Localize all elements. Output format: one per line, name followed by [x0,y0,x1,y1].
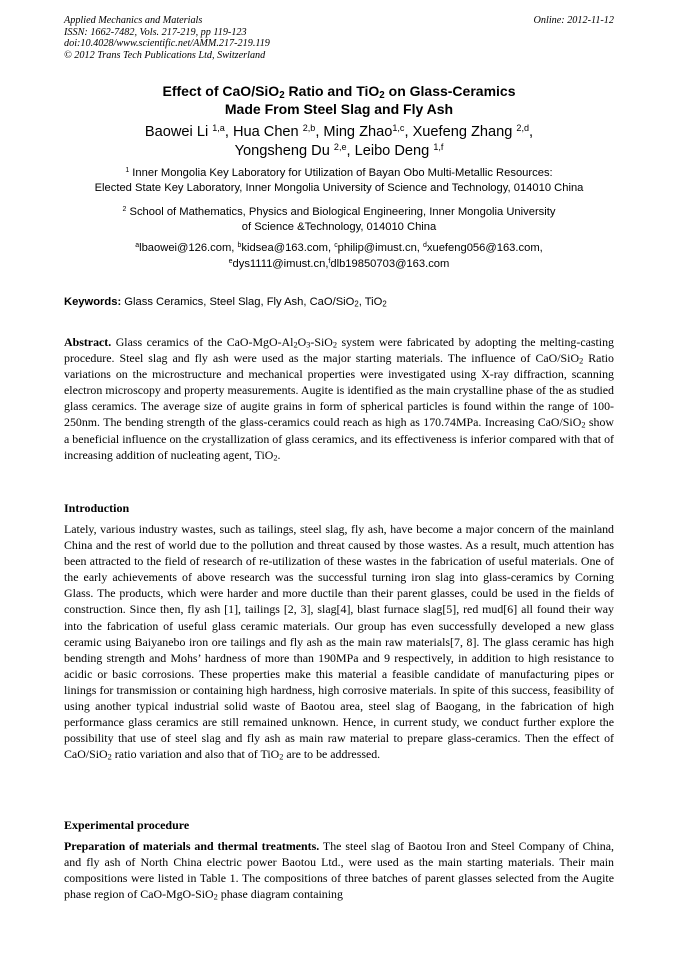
author: Hua Chen $^{2,b}$, [232,123,324,140]
email-line-1 [64,240,614,256]
title-line-1: Effect of CaO/SiO$_2$ Ratio and TiO$_2$ on Glass-Ceramics [162,83,516,101]
author-list [64,123,614,161]
author: Ming Zhao$^{1,c}$, [323,123,413,140]
subsection-lead: Preparation of materials and thermal treatments. [64,839,320,853]
introduction-heading: Introduction [64,501,130,515]
email-line-2 [64,256,614,272]
keywords-label: Keywords: [64,296,122,308]
author: Xuefeng Zhang $^{2,d}$, [412,123,534,140]
affiliation-2: $^2$ School of Mathematics, Physics and Biological Engineering, Inner Mongolia University of Science &Technology, 014010 China [122,206,556,233]
keywords: Keywords: Glass Ceramics, Steel Slag, Fly Ash, CaO/SiO$_2$, TiO$_2$ [64,296,387,309]
online-date: Online: 2012-11-12 [533,15,614,26]
author-line-1 [64,123,614,142]
email: $^a$lbaowei@126.com, [135,242,238,254]
journal-header [64,15,270,61]
experimental-body: Preparation of materials and thermal treatments. The steel slag of Baotou Iron and Steel Company of China, and fly ash of North China electric power Baotou Ltd., were used as the main starting materials. Their main compositions were listed in Table 1. The compositions of three batches of parent glasses selected from the Augite phase region of CaO-MgO-SiO$_2$ phase diagram containing [64,839,614,902]
author: Baowei Li $^{1,a}$, [144,123,233,140]
introduction-body: Lately, various industry wastes, such as tailings, steel slag, fly ash, have become a major concern of the mainland China and the rest of world due to the pollution and threat caused by those wastes. As a result, much attention has been attracted to the field of research of re-utilization of these wastes in the fabrication of useful materials. One of the early achievements of above research was the successful turning iron slag into glass-ceramics by Corning Glass. The products, which were harder and more ductile than their parent glasses, could be used in the fields of construction. Since then, fly ash [1], tailings [2, 3], slag[4], blast furnace slag[5], red mud[6] all found their way into the fabrication of useful glass ceramic materials. Our group has even successfully developed a new glass ceramic using Baiyanebo iron ore tailings and fly ash as the main raw materials[7, 8]. The glass ceramic has high bending strength and Mohs’ hardness of more than 190MPa and 9 respectively, in addition to high resistance to acidic or basic corrosions. These properties make this material a feasible candidate of manufacturing pipes or linings for transmission or containing high hardness, high corrosive materials. In spite of this success, feasibility of using another typical industrial solid waste of Baotou area, steel slag of Baogang, in the fabrication of high performance glass ceramics are still remained unknown. Hence, in current study, we conduct further explore the possibility that use of steel slag and fly ash as main raw material to prepare glass-ceramics. Then the effect of CaO/SiO$_2$ ratio variation and also that of TiO$_2$ are to be addressed. [64,522,614,762]
email: $^f$dlb19850703@163.com [328,258,450,270]
email: $^e$dys1111@imust.cn, [228,258,329,270]
author-line-2 [64,142,614,161]
email: $^d$xuefeng056@163.com, [423,242,543,254]
paper-title [64,82,614,118]
email-list [64,240,614,272]
email: $^c$philip@imust.cn, [334,242,424,254]
title-line-2: Made From Steel Slag and Fly Ash [224,101,454,117]
abstract: Abstract. Glass ceramics of the CaO-$MgO-Al_2O_3-SiO_2$ system were fabricated by adopting the melting-casting procedure. Steel slag and fly ash were used as the major starting materials. The influence of CaO/SiO$_2$ Ratio variations on the microstructure and mechanical properties were investigated using X-ray diffraction, scanning electron microscopy and property measurements. Augite is identified as the main crystalline phase of the as studied glass ceramics. The average size of augite grains in form of spherical particles is found within the range of 100-250nm. The bending strength of the glass-ceramics could reach as high as 170.74MPa. Increasing CaO/SiO$_2$ show a beneficial influence on the crystallization of glass ceramics, and its effectiveness is inferior compared with that of increasing addition of nucleating agent, TiO$_2$. [64,335,615,463]
author: Leibo Deng $^{1,f}$ [354,142,444,159]
abstract-label: Abstract. [64,335,112,349]
issn-line: ISSN: 1662-7482, Vols. 217-219, pp 119-123 [64,26,247,38]
affiliation-1: $^1$ Inner Mongolia Key Laboratory for Utilization of Bayan Obo Multi-Metallic Resources: Elected State Key Laboratory, Inner Mongolia University of Science and Technology, 014010 China [94,167,584,194]
author: Yongsheng Du $^{2,e}$, [234,142,355,159]
doi-line: doi:10.4028/www.scientific.net/AMM.217-219.119 [64,38,270,50]
copyright-line: © 2012 Trans Tech Publications Ltd, Switzerland [64,49,266,61]
experimental-heading: Experimental procedure [64,818,190,832]
email: $^b$kidsea@163.com, [237,242,335,254]
journal-name: Applied Mechanics and Materials [64,15,203,26]
